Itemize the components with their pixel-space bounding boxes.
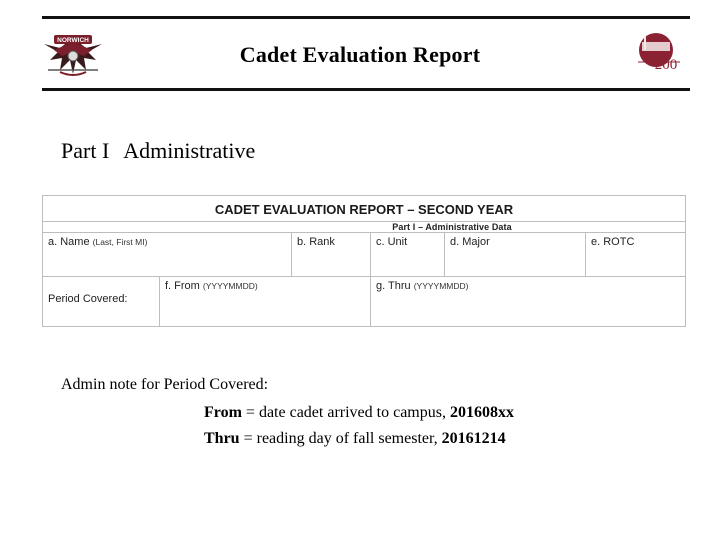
from-date-field[interactable]	[159, 276, 371, 327]
section-heading	[61, 138, 255, 164]
bicentennial-logo-number: 200	[654, 57, 678, 73]
admin-note-thru-line	[204, 430, 506, 448]
thru-term: Thru	[204, 430, 240, 447]
rank-field-label: b. Rank	[297, 236, 335, 248]
form-subtitle: Part I – Administrative Data	[42, 221, 686, 232]
unit-field[interactable]	[370, 232, 445, 277]
name-field-label: a. Name	[48, 236, 90, 248]
from-value: 201608xx	[449, 404, 514, 421]
from-date-hint: (YYYYMMDD)	[202, 281, 258, 291]
period-covered-label-cell	[42, 276, 160, 327]
thru-date-hint: (YYYYMMDD)	[413, 281, 469, 291]
crest-logo-banner: NORWICH	[57, 37, 89, 44]
page-title: Cadet Evaluation Report	[239, 42, 481, 67]
period-covered-label: Period Covered:	[48, 293, 128, 305]
from-date-label: f. From	[165, 280, 200, 292]
rotc-field[interactable]	[585, 232, 686, 277]
thru-date-label: g. Thru	[376, 280, 411, 292]
rotc-field-label: e. ROTC	[591, 236, 635, 248]
bicentennial-logo-icon	[632, 30, 686, 74]
from-sep: =	[241, 404, 259, 421]
rank-field[interactable]	[291, 232, 371, 277]
evaluation-form-excerpt	[42, 195, 686, 327]
section-title: Administrative	[123, 138, 256, 163]
name-field[interactable]	[42, 232, 292, 277]
header-bottom-rule	[42, 88, 690, 91]
thru-sep: =	[239, 430, 257, 447]
from-term: From	[204, 404, 242, 421]
thru-value: 20161214	[441, 430, 506, 447]
admin-note-from-line	[204, 404, 514, 422]
header-top-rule	[42, 16, 690, 19]
form-title: CADET EVALUATION REPORT – SECOND YEAR	[42, 195, 686, 222]
from-desc: date cadet arrived to campus,	[258, 404, 450, 421]
name-field-hint: (Last, First MI)	[92, 237, 148, 247]
major-field[interactable]	[444, 232, 586, 277]
admin-note-intro: Admin note for Period Covered:	[61, 376, 269, 393]
thru-desc: reading day of fall semester,	[256, 430, 442, 447]
section-number: Part I	[61, 138, 110, 163]
thru-date-field[interactable]	[370, 276, 686, 327]
major-field-label: d. Major	[450, 236, 490, 248]
unit-field-label: c. Unit	[376, 236, 408, 248]
